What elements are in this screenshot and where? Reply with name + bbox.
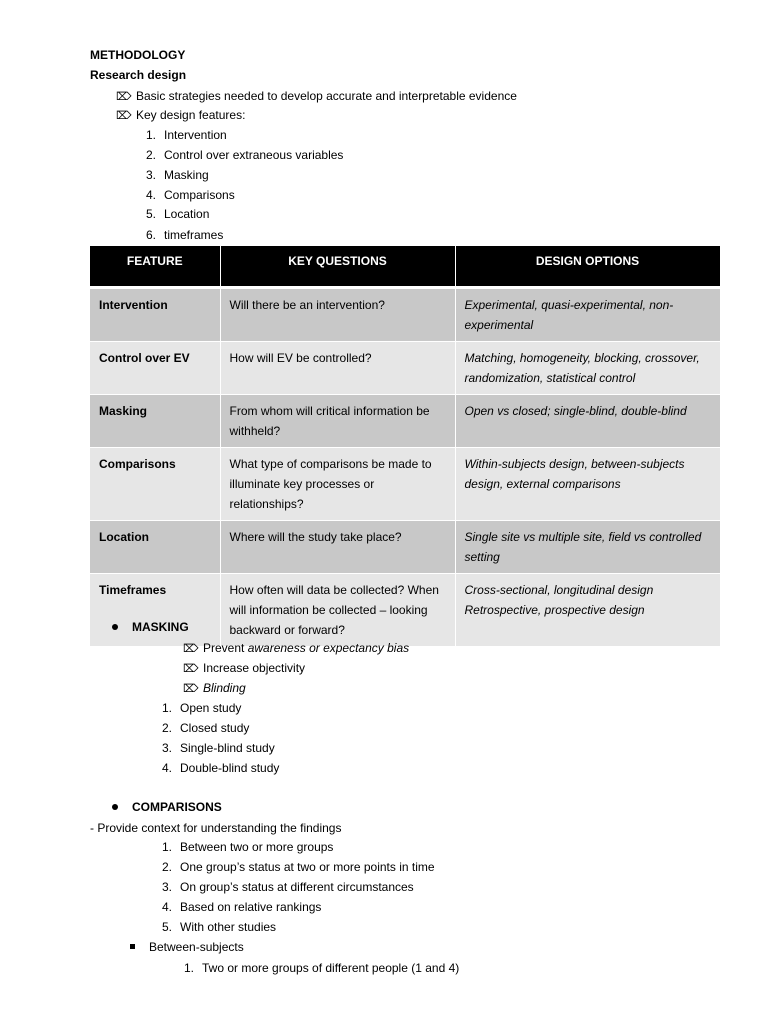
bullet-icon <box>112 624 118 630</box>
table-cell: Single site vs multiple site, field vs controlled setting <box>455 521 720 574</box>
design-point: ⌦ Basic strategies needed to develop accurate and interpretable evidence <box>116 89 517 103</box>
table-row <box>90 574 720 647</box>
list-item: 2. Closed study <box>161 721 250 735</box>
checkbox-arrow-icon: ⌦ <box>183 663 199 675</box>
checkbox-arrow-icon: ⌦ <box>116 91 132 103</box>
table-cell: Location <box>90 521 220 574</box>
table-row <box>90 395 720 448</box>
list-item: 1. Two or more groups of different people (1 and 4) <box>183 961 460 975</box>
table-cell: Intervention <box>90 289 220 342</box>
table-cell: Timeframes <box>90 574 220 647</box>
list-item: 3. Single-blind study <box>161 741 275 755</box>
table-cell: Where will the study take place? <box>220 521 455 574</box>
table-cell: From whom will critical information be withheld? <box>220 395 455 448</box>
table-cell: Will there be an intervention? <box>220 289 455 342</box>
column-header: KEY QUESTIONS <box>220 246 455 286</box>
table-cell: Within-subjects design, between-subjects design, external comparisons <box>455 448 720 521</box>
table-cell: Comparisons <box>90 448 220 521</box>
table-cell: Cross-sectional, longitudinal design Retrospective, prospective design <box>455 574 720 647</box>
list-item: 1. Intervention <box>145 128 227 142</box>
list-item: 4. Based on relative rankings <box>161 900 322 914</box>
comparisons-intro: - Provide context for understanding the findings <box>90 821 342 835</box>
table-row <box>90 448 720 521</box>
table-header-row <box>90 246 720 286</box>
table-cell: Open vs closed; single-blind, double-blind <box>455 395 720 448</box>
list-item: 5. With other studies <box>161 920 277 934</box>
table-cell: Matching, homogeneity, blocking, crossover, randomization, statistical control <box>455 342 720 395</box>
table-cell: Experimental, quasi-experimental, non-experimental <box>455 289 720 342</box>
table-cell: Masking <box>90 395 220 448</box>
list-item: 6. timeframes <box>145 228 224 242</box>
table-cell: How will EV be controlled? <box>220 342 455 395</box>
table-cell: Control over EV <box>90 342 220 395</box>
column-header: FEATURE <box>90 246 220 286</box>
table-row <box>90 289 720 342</box>
table-row <box>90 521 720 574</box>
list-item: 3. Masking <box>145 168 209 182</box>
list-item: 4. Double-blind study <box>161 761 280 775</box>
section-subheading: Research design <box>90 68 187 82</box>
list-item: 1. Open study <box>161 701 242 715</box>
bullet-icon <box>112 804 118 810</box>
list-item: 3. On group’s status at different circumstances <box>161 880 414 894</box>
section-heading: METHODOLOGY <box>90 48 186 62</box>
list-item: 2. One group’s status at two or more points in time <box>161 860 435 874</box>
masking-point: ⌦ Prevent awareness or expectancy bias <box>183 641 410 655</box>
checkbox-arrow-icon: ⌦ <box>116 110 132 122</box>
masking-heading: MASKING <box>112 619 189 635</box>
sub-heading: Between-subjects <box>130 939 244 955</box>
table-cell: What type of comparisons be made to illuminate key processes or relationships? <box>220 448 455 521</box>
design-point: ⌦ Key design features: <box>116 108 246 122</box>
list-item: 2. Control over extraneous variables <box>145 148 344 162</box>
design-features-table <box>90 246 721 646</box>
square-bullet-icon <box>130 944 135 949</box>
list-item: 4. Comparisons <box>145 188 235 202</box>
table-cell: How often will data be collected? When will information be collected – looking backward or forward? <box>220 574 455 647</box>
list-item: 1. Between two or more groups <box>161 840 334 854</box>
masking-point: ⌦ Increase objectivity <box>183 661 306 675</box>
checkbox-arrow-icon: ⌦ <box>183 683 199 695</box>
masking-point: ⌦ Blinding <box>183 681 246 695</box>
list-item: 5. Location <box>145 207 210 221</box>
checkbox-arrow-icon: ⌦ <box>183 643 199 655</box>
table-row <box>90 342 720 395</box>
column-header: DESIGN OPTIONS <box>455 246 720 286</box>
comparisons-heading: COMPARISONS <box>112 799 222 815</box>
